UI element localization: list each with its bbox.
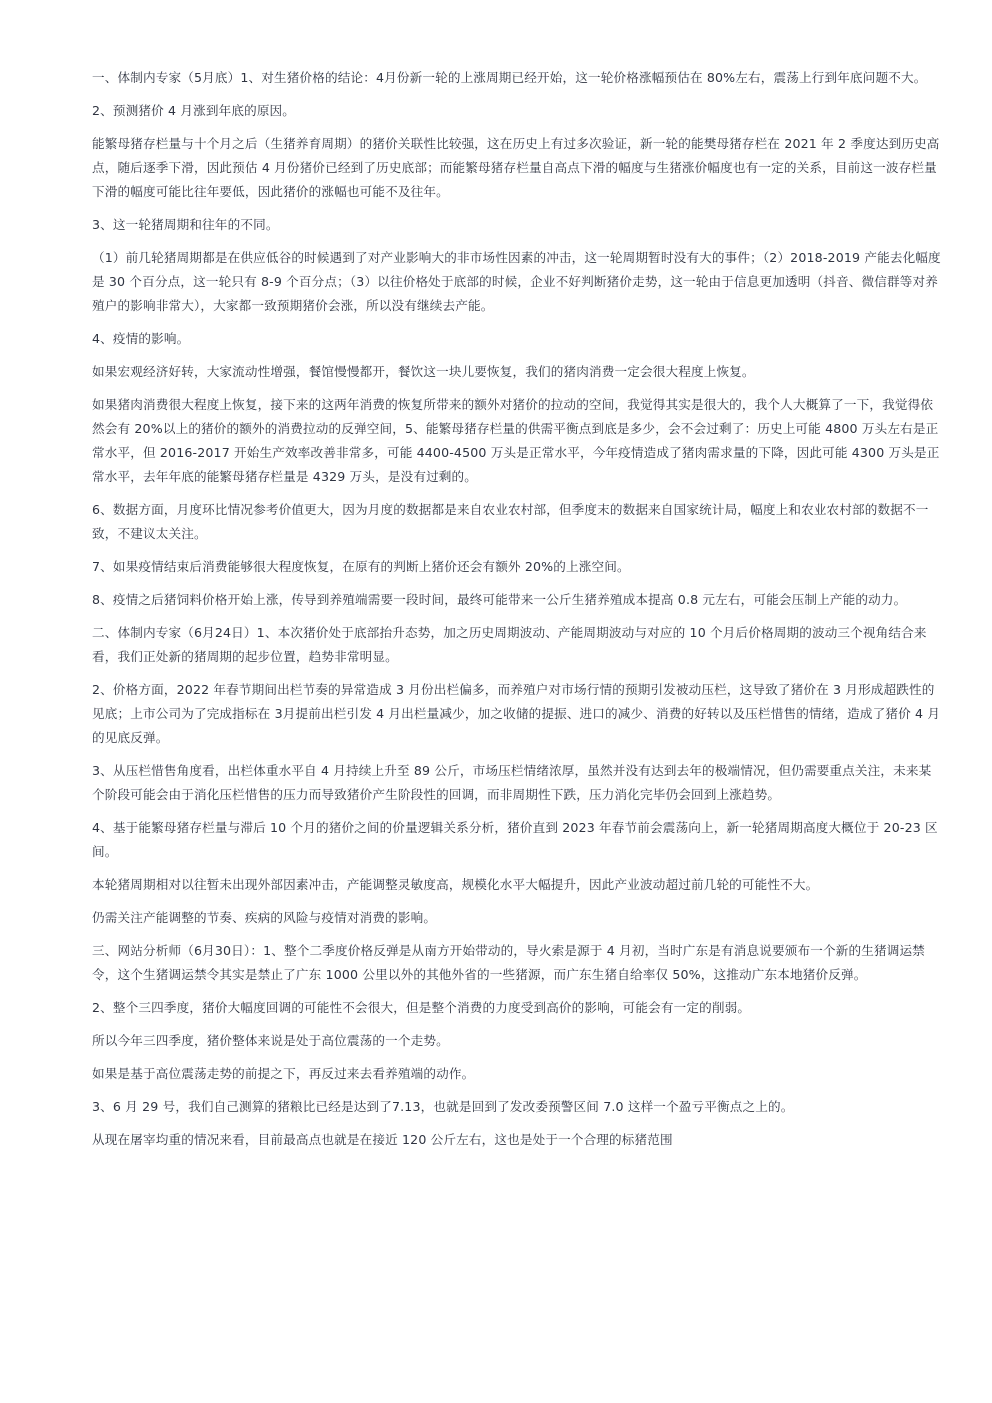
- paragraph-9: 6、数据方面，月度环比情况参考价值更大，因为月度的数据都是来自农业农村部，但季度末的数据来自国家统计局，幅度上和农业农村部的数据不一致，不建议太关注。: [92, 502, 929, 541]
- paragraph-3: 能繁母猪存栏量与十个月之后（生猪养育周期）的猪价关联性比较强，这在历史上有过多次验证，新一轮的能樊母猪存栏在 2021 年 2 季度达到历史高点，随后逐季下滑，因此预估 4 月份猪价已经到了历史底部；而能繁母猪存栏量自高点下滑的幅度与生猪涨价幅度也有一定的关系，目前这一波存栏量下滑的幅度可能比往年要低，因此猪价的涨幅也可能不及往年。: [92, 136, 940, 199]
- paragraph-14: 3、从压栏惜售角度看，出栏体重水平自 4 月持续上升至 89 公斤，市场压栏情绪浓厚，虽然并没有达到去年的极端情况，但仍需要重点关注，未来某个阶段可能会由于消化压栏惜售的压力而导致猪价产生阶段性的回调，而非周期性下跌，压力消化完毕仍会回到上涨趋势。: [92, 763, 932, 802]
- paragraph-21: 如果是基于高位震荡走势的前提之下，再反过来去看养殖端的动作。: [92, 1066, 475, 1081]
- paragraph-19: 2、整个三四季度，猪价大幅度回调的可能性不会很大，但是整个消费的力度受到高价的影响，可能会有一定的削弱。: [92, 1000, 751, 1015]
- paragraph-5: （1）前几轮猪周期都是在供应低谷的时候遇到了对产业影响大的非市场性因素的冲击，这一轮周期暂时没有大的事件；（2）2018-2019 产能去化幅度是 30 个百分点，这一轮只有 8-9 个百分点；（3）以往价格处于底部的时候，企业不好判断猪价走势，这一轮由于信息更加透明（抖音、微信群等对养殖户的影响非常大），大家都一致预期猪价会涨，所以没有继续去产能。: [92, 250, 941, 313]
- paragraph-22: 3、6 月 29 号，我们自己测算的猪粮比已经是达到了7.13，也就是回到了发改委预警区间 7.0 这样一个盈亏平衡点之上的。: [92, 1099, 794, 1114]
- paragraph-13: 2、价格方面，2022 年春节期间出栏节奏的异常造成 3 月份出栏偏多，而养殖户对市场行情的预期引发被动压栏，这导致了猪价在 3 月形成超跌性的见底；上市公司为了完成指标在 3月提前出栏引发 4 月出栏量减少，加之收储的提振、进口的减少、消费的好转以及压栏惜售的情绪，造成了猪价 4 月的见底反弹。: [92, 682, 941, 745]
- paragraph-2: 2、预测猪价 4 月涨到年底的原因。: [92, 103, 296, 118]
- paragraph-10: 7、如果疫情结束后消费能够很大程度恢复，在原有的判断上猪价还会有额外 20%的上涨空间。: [92, 559, 630, 574]
- paragraph-1: 一、体制内专家（5月底）1、对生猪价格的结论：4月份新一轮的上涨周期已经开始，这一轮价格涨幅预估在 80%左右，震荡上行到年底问题不大。: [92, 70, 927, 85]
- paragraph-16: 本轮猪周期相对以往暂未出现外部因素冲击，产能调整灵敏度高，规模化水平大幅提升，因此产业波动超过前几轮的可能性不大。: [92, 877, 819, 892]
- paragraph-6: 4、疫情的影响。: [92, 331, 190, 346]
- paragraph-4: 3、这一轮猪周期和往年的不同。: [92, 217, 279, 232]
- paragraph-17: 仍需关注产能调整的节奏、疾病的风险与疫情对消费的影响。: [92, 910, 437, 925]
- paragraph-8: 如果猪肉消费很大程度上恢复，接下来的这两年消费的恢复所带来的额外对猪价的拉动的空间，我觉得其实是很大的，我个人大概算了一下，我觉得依然会有 20%以上的猪价的额外的消费拉动的反弹空间，5、能繁母猪存栏量的供需平衡点到底是多少，会不会过剩了：历史上可能 4800 万头左右是正常水平，但 2016-2017 开始生产效率改善非常多，可能 4400-4500 万头是正常水平，今年疫情造成了猪肉需求量的下降，因此可能 4300 万头是正常水平，去年年底的能繁母猪存栏量是 4329 万头，是没有过剩的。: [92, 397, 940, 484]
- paragraph-15: 4、基于能繁母猪存栏量与滞后 10 个月的猪价之间的价量逻辑关系分析，猪价直到 2023 年春节前会震荡向上，新一轮猪周期高度大概位于 20-23 区间。: [92, 820, 938, 859]
- paragraph-7: 如果宏观经济好转，大家流动性增强，餐馆慢慢都开，餐饮这一块儿要恢复，我们的猪肉消费一定会很大程度上恢复。: [92, 364, 755, 379]
- paragraph-12: 二、体制内专家（6月24日）1、本次猪价处于底部抬升态势，加之历史周期波动、产能周期波动与对应的 10 个月后价格周期的波动三个视角结合来看，我们正处新的猪周期的起步位置，趋势非常明显。: [92, 625, 927, 664]
- document-body: [92, 66, 944, 1161]
- paragraph-18: 三、网站分析师（6月30日）：1、整个二季度价格反弹是从南方开始带动的，导火索是源于 4 月初，当时广东是有消息说要颁布一个新的生猪调运禁令，这个生猪调运禁令其实是禁止了广东 1000 公里以外的其他外省的一些猪源，而广东生猪自给率仅 50%，这推动广东本地猪价反弹。: [92, 943, 925, 982]
- paragraph-11: 8、疫情之后猪饲料价格开始上涨，传导到养殖端需要一段时间，最终可能带来一公斤生猪养殖成本提高 0.8 元左右，可能会压制上产能的动力。: [92, 592, 907, 607]
- paragraph-20: 所以今年三四季度，猪价整体来说是处于高位震荡的一个走势。: [92, 1033, 449, 1048]
- paragraph-23: 从现在屠宰均重的情况来看，目前最高点也就是在接近 120 公斤左右，这也是处于一个合理的标猪范围: [92, 1132, 673, 1147]
